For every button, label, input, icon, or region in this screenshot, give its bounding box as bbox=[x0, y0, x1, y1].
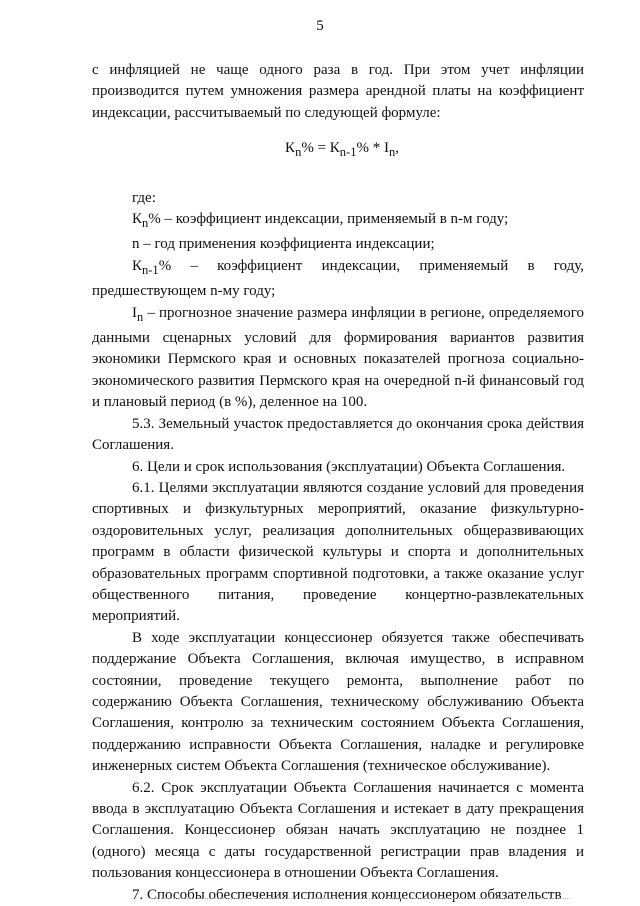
kn-symbol: К bbox=[132, 211, 143, 228]
formula-k: К bbox=[285, 140, 296, 157]
formula-mul: % * I bbox=[356, 140, 389, 157]
section-7-heading: 7. Способы обеспечения исполнения концессионером обязательств bbox=[132, 886, 562, 903]
formula-sub-n1: n-1 bbox=[339, 145, 357, 160]
index-formula bbox=[92, 138, 584, 163]
paragraph-inflation: с инфляцией не чаще одного раза в год. При этом учет инфляции производится путем умножения размера арендной платы на коэффициент индексации, рассчитываемый по следующей формуле: bbox=[92, 62, 584, 121]
document-body bbox=[92, 60, 584, 906]
formula-sub-in: n bbox=[388, 145, 396, 160]
kn-subscript: n bbox=[142, 216, 149, 231]
kn1-symbol: К bbox=[132, 257, 143, 274]
scan-edge-artifact bbox=[150, 898, 570, 901]
in-subscript: n bbox=[137, 309, 144, 324]
section-6-heading: 6. Цели и срок использования (эксплуатации) Объекта Соглашения. bbox=[132, 458, 566, 475]
kn-text: % – коэффициент индексации, применяемый в n-м году; bbox=[148, 211, 509, 228]
formula-eq: % = К bbox=[301, 140, 340, 157]
in-text: – прогнозное значение размера инфляции в регионе, определяемого данными сценарных условий для формирования вариантов развития экономики Пермского края и основных показателей прогноза социально-экономического развития Пермского края на очередной n-й финансовый год и плановый период (в %), деленное на 100. bbox=[92, 304, 584, 411]
definition-in bbox=[92, 303, 584, 414]
paragraph-6-1: 6.1. Целями эксплуатации являются создание условий для проведения спортивных и физкультурных мероприятий, оказание физкультурно-оздоровительных услуг, реализация дополнительных общеразвивающих программ в области физической культуры и спорта и дополнительных образовательных программ спортивной подготовки, а также оказание услуг общественного питания, проведение концертно-развлекательных мероприятий. bbox=[92, 479, 584, 625]
formula-end: , bbox=[395, 140, 399, 157]
formula-sub-n: n bbox=[295, 145, 302, 160]
paragraph-5-3: 5.3. Земельный участок предоставляется до окончания срока действия Соглашения. bbox=[92, 415, 584, 454]
paragraph-6-2: 6.2. Срок эксплуатации Объекта Соглашения начинается с момента ввода в эксплуатацию Объекта Соглашения и истекает в дату прекращения Соглашения. Концессионер обязан начать эксплуатацию не позднее 1 (одного) месяца с даты государственной регистрации прав владения и пользования концессионера в отношении Объекта Соглашения. bbox=[92, 779, 584, 882]
kn1-subscript: n-1 bbox=[142, 262, 159, 277]
definition-n: n – год применения коэффициента индексации; bbox=[132, 236, 435, 253]
paragraph-exploitation: В ходе эксплуатации концессионер обязуется также обеспечивать поддержание Объекта Соглашения, включая имущество, в исправном состоянии, проведение текущего ремонта, выполнение работ по содержанию Объекта Соглашения, техническому обслуживанию Объекта Соглашения, контролю за техническим состоянием Объекта Соглашения, поддержанию исправности Объекта Соглашения, наладке и регулировке инженерных систем Объекта Соглашения (техническое обслуживание). bbox=[92, 629, 584, 775]
kn1-text: % – коэффициент индексации, применяемый в году, предшествующем n-му году; bbox=[92, 257, 584, 300]
in-symbol: I bbox=[132, 304, 137, 321]
page-number: 5 bbox=[316, 18, 324, 34]
definition-kn1 bbox=[92, 256, 584, 303]
where-label: где: bbox=[132, 189, 156, 206]
definition-kn bbox=[92, 209, 584, 234]
